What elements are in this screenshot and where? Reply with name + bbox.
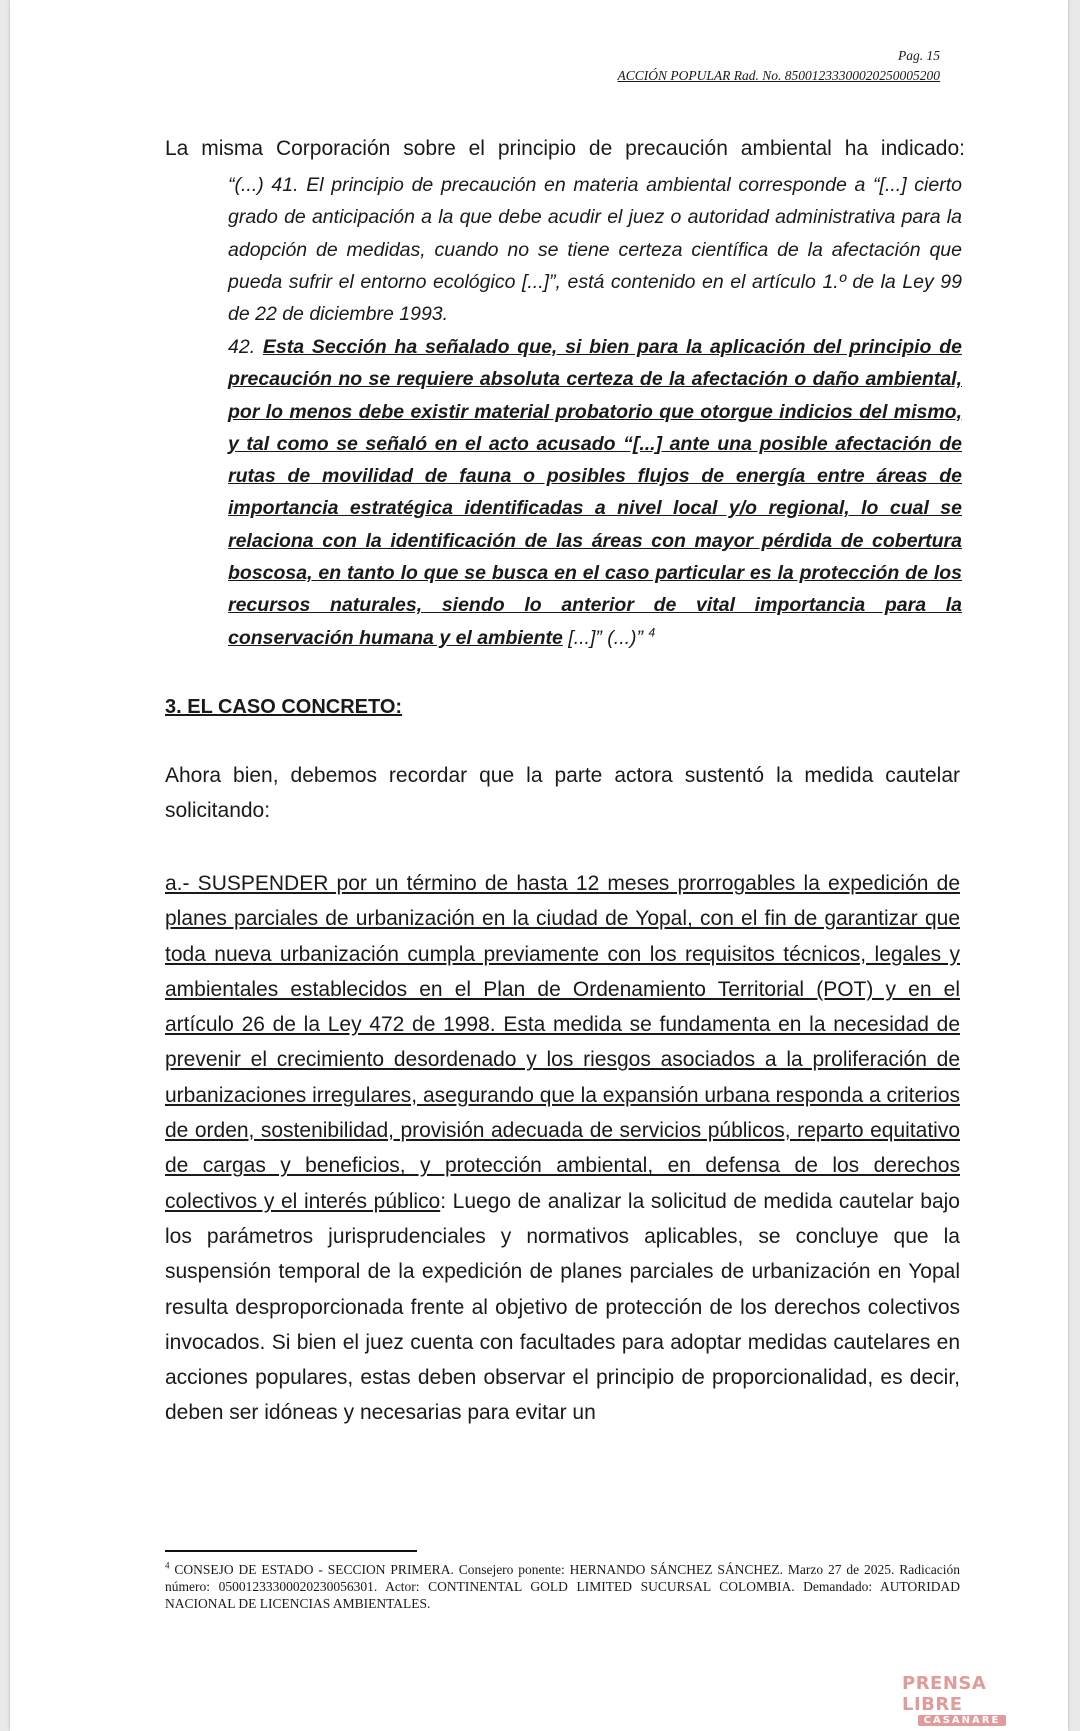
- intro-paragraph: La misma Corporación sobre el principio de precaución ambiental ha indicado:: [165, 137, 965, 160]
- footnote-reference: 4: [648, 625, 656, 640]
- analysis-text: : Luego de analizar la solicitud de medida cautelar bajo los parámetros jurisprudenciales y normativos aplicables, se concluye que la suspensión temporal de la expedición de planes parciales de urbanización en Yopal resulta desproporcionada frente al objetivo de protección de los derechos colectivos invocados. Si bien el juez cuenta con facultades para adoptar medidas cautelares en acciones populares, estas deben observar el principio de proporcionalidad, es decir, deben ser idóneas y necesarias para evitar un: [165, 1189, 960, 1425]
- quote-tail: [...]” (...)”: [562, 626, 649, 649]
- footnote-number: 4: [165, 1560, 170, 1571]
- document-page: [10, 0, 1068, 1731]
- case-radicado: ACCIÓN POPULAR Rad. No. 85001233300020250005200: [617, 68, 940, 83]
- watermark-logo: [902, 1673, 1022, 1726]
- quote-number-42: 42.: [228, 336, 263, 358]
- body-paragraph-2: [165, 866, 960, 1431]
- watermark-line-1: PRENSA LIBRE: [902, 1673, 987, 1715]
- footnote: [165, 1561, 960, 1612]
- body-paragraph-1: Ahora bien, debemos recordar que la parte actora sustentó la medida cautelar solicitando:: [165, 764, 960, 823]
- quote-emphasis: Esta Sección ha señalado que, si bien para la aplicación del principio de precaución no se requiere absoluta certeza de la afectación o daño ambiental, por lo menos debe existir material probatorio que otorgue indicios del mismo, y tal como se señaló en el acto acusado “[...] ante una posible afectación de rutas de movilidad de fauna o posibles flujos de energía entre áreas de importancia estratégica identificadas a nivel local y/o regional, lo cual se relaciona con la identificación de las áreas con mayor pérdida de cobertura boscosa, en tanto lo que se busca en el caso particular es la protección de los recursos naturales, siendo lo anterior de vital importancia para la conservación humana y el ambiente: [228, 336, 962, 649]
- watermark-line-2: CASANARE: [918, 1715, 1007, 1726]
- footnote-divider: [165, 1550, 417, 1552]
- requested-measure-text: a.- SUSPENDER por un término de hasta 12 meses prorrogables la expedición de planes parciales de urbanización en la ciudad de Yopal, con el fin de garantizar que toda nueva urbanización cumpla previamente con los requisitos técnicos, legales y ambientales establecidos en el Plan de Ordenamiento Territorial (POT) y en el artículo 26 de la Ley 472 de 1998. Esta medida se fundamenta en la necesidad de prevenir el crecimiento desordenado y los riesgos asociados a la proliferación de urbanizaciones irregulares, asegurando que la expansión urbana responda a criterios de orden, sostenibilidad, provisión adecuada de servicios públicos, reparto equitativo de cargas y beneficios, y protección ambiental, en defensa de los derechos colectivos y el interés público: [165, 872, 961, 1213]
- page-number: Pag. 15: [898, 48, 940, 63]
- footnote-text: CONSEJO DE ESTADO - SECCION PRIMERA. Consejero ponente: HERNANDO SÁNCHEZ SÁNCHEZ. Marzo 27 de 2025. Radicación número: 05001233300020230056301. Actor: CONTINENTAL GOLD LIMITED SUCURSAL COLOMBIA. Demandado: AUTORIDAD NACIONAL DE LICENCIAS AMBIENTALES.: [165, 1562, 960, 1611]
- quote-paragraph-42: [228, 331, 962, 654]
- section-title: 3. EL CASO CONCRETO:: [165, 696, 403, 718]
- page-header: [618, 46, 941, 86]
- quote-paragraph-41: “(...) 41. El principio de precaución en materia ambiental corresponde a “[...] cierto grado de anticipación a la que debe acudir el juez o autoridad administrativa para la adopción de medidas, cuando no se tiene certeza científica de la afectación que pueda sufrir el entorno ecológico [...]”, está contenido en el artículo 1.º de la Ley 99 de 22 de diciembre 1993.: [228, 174, 962, 326]
